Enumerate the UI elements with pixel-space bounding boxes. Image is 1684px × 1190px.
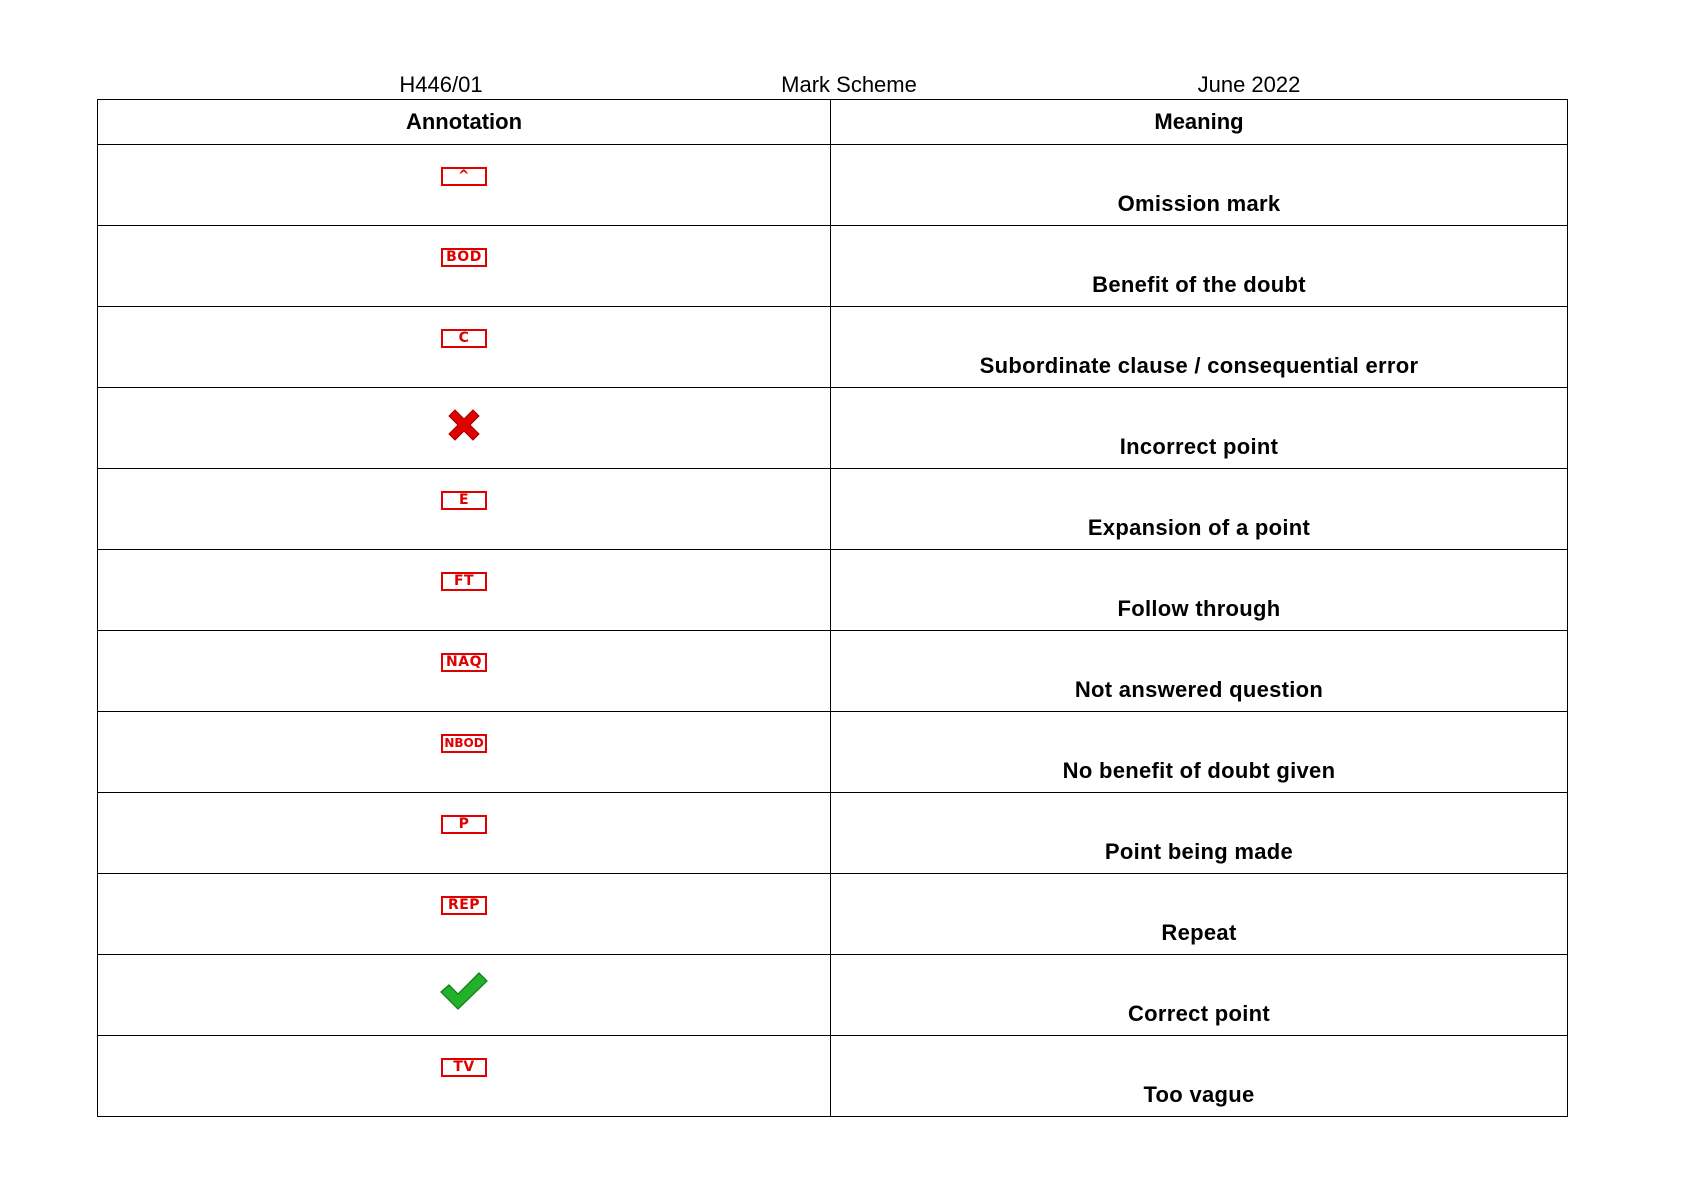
meaning-cell: Expansion of a point xyxy=(831,469,1568,550)
e-stamp-icon: E xyxy=(441,491,487,510)
annotation-cell xyxy=(98,631,831,712)
rep-stamp-icon: REP xyxy=(441,896,487,915)
meaning-cell: Point being made xyxy=(831,793,1568,874)
meaning-cell: Incorrect point xyxy=(831,388,1568,469)
annotation-cell xyxy=(98,793,831,874)
meaning-cell: Repeat xyxy=(831,874,1568,955)
page-header xyxy=(0,72,1684,98)
meaning-cell: Omission mark xyxy=(831,145,1568,226)
table-row xyxy=(98,388,1568,469)
table-row xyxy=(98,226,1568,307)
document-title: Mark Scheme xyxy=(781,72,917,97)
document-code: H446/01 xyxy=(399,72,483,97)
meaning-cell: Follow through xyxy=(831,550,1568,631)
tv-stamp-icon: TV xyxy=(441,1058,487,1077)
table-row xyxy=(98,307,1568,388)
naq-stamp-icon: NAQ xyxy=(441,653,487,672)
meaning-cell: Too vague xyxy=(831,1036,1568,1117)
meaning-cell: Correct point xyxy=(831,955,1568,1036)
ft-stamp-icon: FT xyxy=(441,572,487,591)
omission-stamp-icon: ^ xyxy=(441,167,487,186)
table-row xyxy=(98,1036,1568,1117)
annotation-cell xyxy=(98,469,831,550)
c-stamp-icon: C xyxy=(441,329,487,348)
document-date: June 2022 xyxy=(1197,72,1301,97)
meaning-cell: Not answered question xyxy=(831,631,1568,712)
nbod-stamp-icon: NBOD xyxy=(441,734,487,753)
table-row xyxy=(98,550,1568,631)
column-header-annotation: Annotation xyxy=(98,100,831,145)
meaning-cell: Benefit of the doubt xyxy=(831,226,1568,307)
bod-stamp-icon: BOD xyxy=(441,248,487,267)
green-tick-icon xyxy=(439,970,489,1012)
table-row xyxy=(98,955,1568,1036)
annotation-cell xyxy=(98,874,831,955)
table-row xyxy=(98,712,1568,793)
meaning-cell: Subordinate clause / consequential error xyxy=(831,307,1568,388)
red-cross-icon xyxy=(445,406,483,444)
table-row xyxy=(98,793,1568,874)
meaning-cell: No benefit of doubt given xyxy=(831,712,1568,793)
column-header-meaning: Meaning xyxy=(831,100,1568,145)
table-header-row xyxy=(98,100,1568,145)
table-row xyxy=(98,469,1568,550)
table-row xyxy=(98,631,1568,712)
annotation-cell xyxy=(98,1036,831,1117)
table-row xyxy=(98,145,1568,226)
annotation-cell xyxy=(98,226,831,307)
annotation-cell xyxy=(98,307,831,388)
annotation-cell xyxy=(98,550,831,631)
annotation-table xyxy=(97,99,1568,1117)
annotation-cell xyxy=(98,712,831,793)
annotation-cell xyxy=(98,145,831,226)
table-row xyxy=(98,874,1568,955)
annotation-cell xyxy=(98,955,831,1036)
p-stamp-icon: P xyxy=(441,815,487,834)
annotation-cell xyxy=(98,388,831,469)
